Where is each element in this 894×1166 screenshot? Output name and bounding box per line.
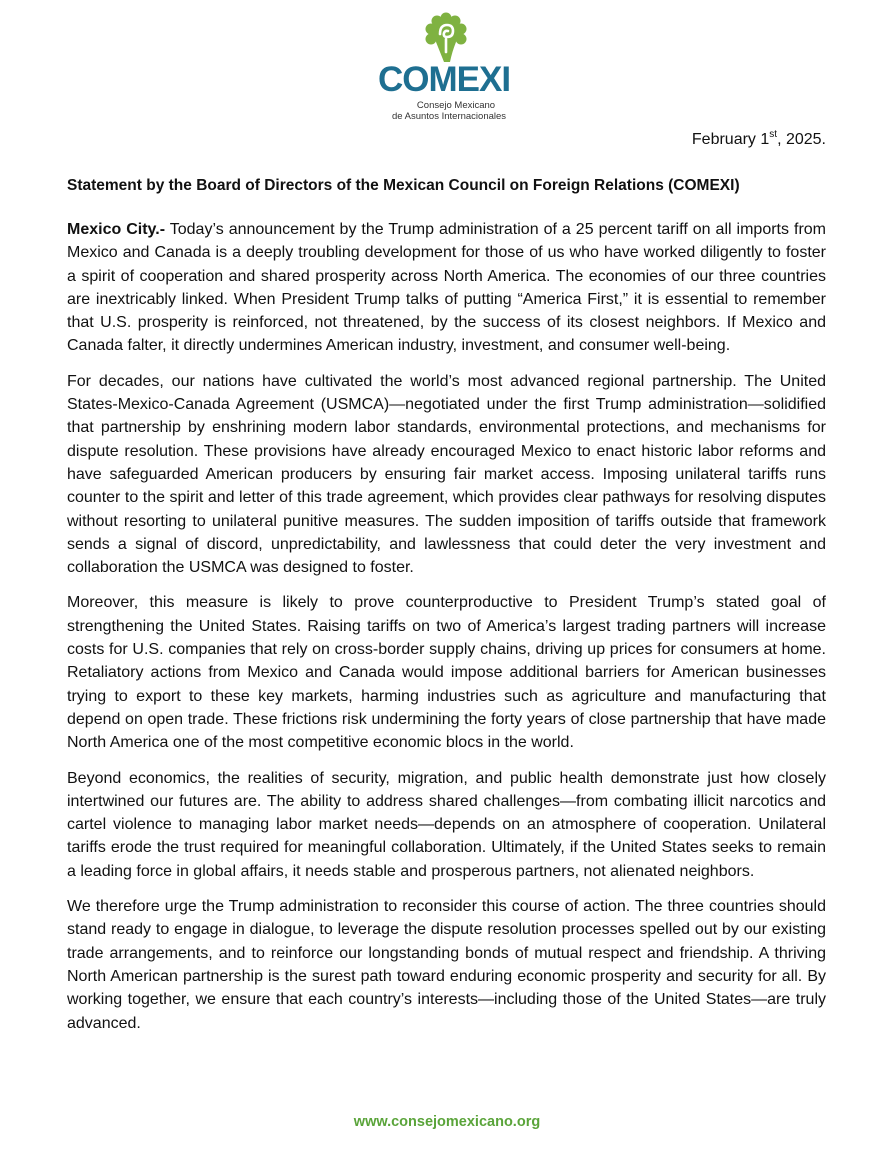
date-ordinal: st	[769, 128, 778, 140]
date-year: , 2025.	[777, 131, 826, 148]
paragraph-3: Moreover, this measure is likely to prove counterproductive to President Trump’s stated goal of strengthening the United States. Raising tariffs on two of America’s largest trading partners will increase costs for U.S. companies that rely on cross-border supply chains, driving up prices for consumers at home. Retaliatory actions from Mexico and Canada would impose additional barriers for American businesses trying to export to these key markets, harming industries such as agriculture and manufacturing that depend on open trade. These frictions risk undermining the forty years of close partnership that have made North America one of the most competitive economic blocs in the world.	[67, 594, 826, 752]
paragraph-4: Beyond economics, the realities of security, migration, and public health demonstrate just how closely intertwined our futures are. The ability to address shared challenges—from combating illicit narcotics and cartel violence to managing labor market needs—depends on an atmosphere of cooperation. Unilateral tariffs erode the trust required for meaningful collaboration. Ultimately, if the United States seeks to remain a leading force in global affairs, it needs stable and prosperous partners, not alienated neighbors.	[67, 769, 826, 880]
comexi-emblem-icon	[422, 12, 470, 64]
logo-subtitle-line1: Consejo Mexicano	[416, 100, 496, 111]
dateline: Mexico City.-	[67, 221, 166, 238]
paragraph-5: We therefore urge the Trump administration to reconsider this course of action. The three countries should stand ready to engage in dialogue, to leverage the dispute resolution processes spelled out by our existing trade arrangements, and to reinforce our longstanding bonds of mutual respect and friendship. A thriving North American partnership is the surest path toward enduring economic prosperity and security for all. By working together, we ensure that each country’s interests—including those of the United States—are truly advanced.	[67, 898, 826, 1032]
comexi-logo	[370, 12, 520, 122]
paragraph-1-text: Today’s announcement by the Trump administration of a 25 percent tariff on all imports from Mexico and Canada is a deeply troubling development for those of us who have worked diligently to foster a spirit of cooperation and shared prosperity across North America. The economies of our three countries are inextricably linked. When President Trump talks of putting “America First,” it is essential to remember that U.S. prosperity is reinforced, not threatened, by the success of its closest neighbors. If Mexico and Canada falter, it directly undermines American industry, investment, and consumer well-being.	[67, 221, 826, 355]
paragraph-2: For decades, our nations have cultivated the world’s most advanced regional partnership. The United States-Mexico-Canada Agreement (USMCA)—negotiated under the first Trump administration—solidified that partnership by enshrining modern labor standards, environmental protections, and mechanisms for dispute resolution. These provisions have already encouraged Mexico to enact historic labor reforms and have safeguarded American producers by ensuring fair market access. Imposing unilateral tariffs runs counter to the spirit and letter of this trade agreement, which provides clear pathways for resolving disputes without resorting to unilateral punitive measures. The sudden imposition of tariffs outside that framework sends a signal of discord, unpredictability, and lawlessness that could deter the very investment and collaboration the USMCA was designed to foster.	[67, 372, 826, 577]
logo-wordmark: COMEXI	[378, 60, 511, 99]
statement-date	[692, 130, 826, 150]
footer-website-link[interactable]: www.consejomexicano.org	[353, 1114, 541, 1130]
statement-body	[67, 218, 826, 1047]
statement-title: Statement by the Board of Directors of the Mexican Council on Foreign Relations (COMEXI)	[67, 177, 740, 194]
paragraph-1	[67, 218, 826, 358]
logo-subtitle-line2: de Asuntos Internacionales	[391, 111, 507, 122]
logo-subtitle	[370, 100, 520, 122]
date-prefix: February 1	[691, 131, 770, 148]
